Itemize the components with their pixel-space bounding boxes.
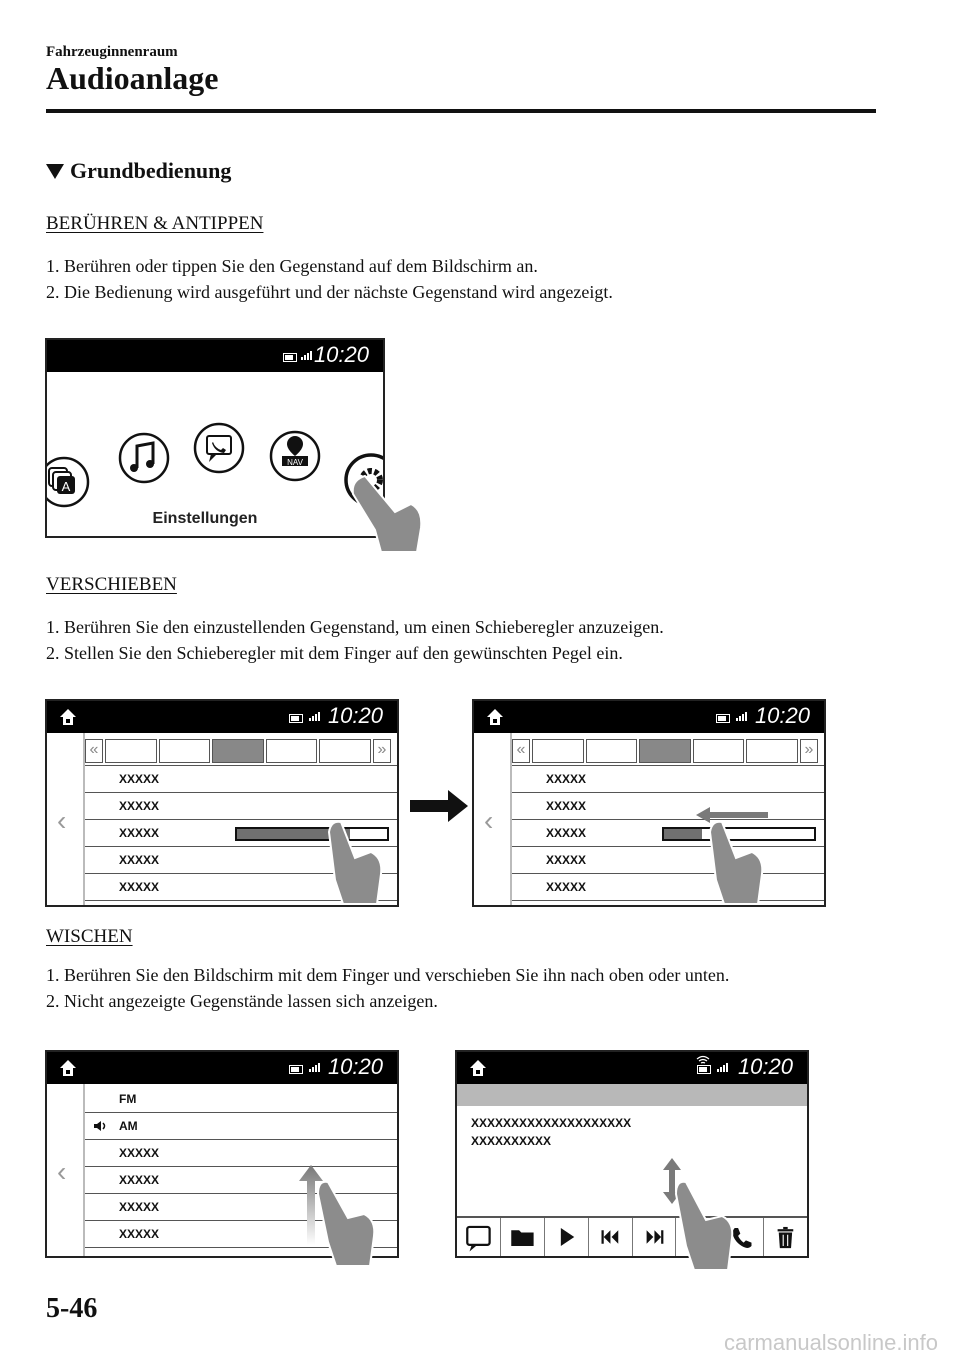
control-bar bbox=[457, 1216, 807, 1256]
battery-icon bbox=[283, 353, 297, 362]
message-body bbox=[471, 1114, 631, 1150]
finger-swipe-icon bbox=[672, 1178, 752, 1274]
slide-steps bbox=[46, 614, 664, 666]
speaker-icon bbox=[93, 1120, 109, 1132]
tab-scroll-right-icon[interactable]: » bbox=[373, 739, 391, 763]
tab[interactable] bbox=[159, 739, 211, 763]
page-title: Audioanlage bbox=[46, 60, 219, 96]
watermark: carmanualsonline.info bbox=[723, 1330, 938, 1355]
page-number: 5-46 bbox=[46, 1293, 98, 1324]
signal-icon bbox=[717, 1063, 728, 1072]
clock: 10:20 bbox=[313, 342, 369, 367]
list-item[interactable]: XXXXX bbox=[85, 1220, 397, 1248]
signal-icon bbox=[309, 712, 320, 721]
swipe-steps bbox=[46, 962, 729, 1014]
tab-scroll-left-icon[interactable]: « bbox=[512, 739, 530, 763]
slide-step-2: 2. Stellen Sie den Schieberegler mit dem Finger auf den gewünschten Pegel ein. bbox=[46, 643, 623, 663]
status-bar bbox=[457, 1052, 807, 1084]
message-line-1: XXXXXXXXXXXXXXXXXXXX bbox=[471, 1116, 632, 1130]
back-column[interactable] bbox=[47, 733, 85, 905]
header-rule bbox=[46, 109, 876, 113]
slide-heading: VERSCHIEBEN bbox=[46, 574, 177, 595]
back-column[interactable] bbox=[474, 733, 512, 905]
swipe-step-2: 2. Nicht angezeigte Gegenstände lassen sich anzeigen. bbox=[46, 991, 438, 1011]
list-item[interactable]: XXXXX bbox=[512, 792, 824, 819]
finger-tap-icon bbox=[345, 468, 435, 558]
clock: 10:20 bbox=[754, 703, 810, 728]
arrow-right-icon bbox=[410, 786, 470, 826]
signal-icon bbox=[301, 351, 312, 360]
communication-icon[interactable] bbox=[195, 424, 243, 472]
touch-step-1: 1. Berühren oder tippen Sie den Gegenstand auf dem Bildschirm an. bbox=[46, 256, 538, 276]
status-bar bbox=[47, 1052, 397, 1084]
clock: 10:20 bbox=[327, 703, 383, 728]
list-item-label: XXXXX bbox=[119, 826, 160, 840]
touch-step-2: 2. Die Bedienung wird ausgeführt und der nächste Gegenstand wird angezeigt. bbox=[46, 282, 613, 302]
swipe-message-screen bbox=[455, 1050, 809, 1258]
section-title-text: Grundbedienung bbox=[70, 158, 232, 183]
swipe-heading: WISCHEN bbox=[46, 926, 133, 947]
finger-drag-icon bbox=[325, 818, 395, 908]
touch-heading: BERÜHREN & ANTIPPEN bbox=[46, 213, 264, 234]
chapter-label: Fahrzeuginnenraum bbox=[46, 44, 178, 60]
list-item[interactable]: XXXXX bbox=[85, 792, 397, 819]
tab-bar bbox=[512, 739, 818, 763]
chevron-left-icon[interactable]: ‹ bbox=[57, 805, 67, 836]
back-column[interactable] bbox=[47, 1084, 85, 1256]
home-icon[interactable] bbox=[486, 708, 504, 726]
touch-screen bbox=[45, 338, 385, 538]
home-icon[interactable] bbox=[59, 708, 77, 726]
previous-icon[interactable] bbox=[589, 1218, 633, 1256]
folder-icon[interactable] bbox=[501, 1218, 545, 1256]
list-item-am[interactable] bbox=[85, 1112, 397, 1139]
list-item-label: XXXXX bbox=[546, 826, 587, 840]
message-title-bar bbox=[457, 1084, 807, 1106]
play-icon[interactable] bbox=[545, 1218, 589, 1256]
list-item-label: AM bbox=[119, 1119, 138, 1133]
list-item[interactable]: XXXXX bbox=[85, 1166, 397, 1193]
tab-scroll-left-icon[interactable]: « bbox=[85, 739, 103, 763]
tab[interactable] bbox=[266, 739, 318, 763]
chevron-left-icon[interactable]: ‹ bbox=[57, 1156, 67, 1187]
delete-icon[interactable] bbox=[764, 1218, 807, 1256]
battery-icon bbox=[716, 714, 730, 723]
list-item[interactable]: XXXXX bbox=[85, 846, 397, 873]
wifi-icon bbox=[695, 1055, 711, 1065]
signal-icon bbox=[309, 1063, 320, 1072]
message-line-2: XXXXXXXXXX bbox=[471, 1134, 552, 1148]
section-title bbox=[46, 158, 231, 184]
battery-icon bbox=[289, 1065, 303, 1074]
swipe-step-1: 1. Berühren Sie den Bildschirm mit dem Finger und verschieben Sie ihn nach oben oder unten. bbox=[46, 965, 730, 985]
tab[interactable] bbox=[693, 739, 745, 763]
list-item[interactable]: XXXXX bbox=[512, 846, 824, 873]
touch-steps bbox=[46, 253, 613, 305]
list-item[interactable]: XXXXX bbox=[512, 765, 824, 792]
status-bar bbox=[474, 701, 824, 733]
list-item[interactable]: XXXXX bbox=[85, 765, 397, 792]
tab-active[interactable] bbox=[639, 739, 691, 763]
list-item-fm[interactable]: FM bbox=[119, 1092, 137, 1106]
triangle-bullet-icon bbox=[46, 164, 64, 179]
clock: 10:20 bbox=[327, 1054, 383, 1079]
navigation-icon[interactable] bbox=[271, 432, 319, 480]
settings-label: Einstellungen bbox=[152, 510, 258, 527]
tab[interactable] bbox=[105, 739, 157, 763]
list-item[interactable]: XXXXX bbox=[85, 1139, 397, 1166]
status-bar bbox=[47, 701, 397, 733]
list-item[interactable]: XXXXX bbox=[85, 1193, 397, 1220]
tab[interactable] bbox=[532, 739, 584, 763]
tab[interactable] bbox=[586, 739, 638, 763]
music-icon[interactable] bbox=[120, 434, 168, 482]
battery-icon bbox=[289, 714, 303, 723]
clock: 10:20 bbox=[737, 1054, 793, 1079]
message-icon[interactable] bbox=[457, 1218, 501, 1256]
tab[interactable] bbox=[746, 739, 798, 763]
home-icon[interactable] bbox=[469, 1059, 487, 1077]
tab-active[interactable] bbox=[212, 739, 264, 763]
slide-step-1: 1. Berühren Sie den einzustellenden Gegenstand, um einen Schieberegler anzuzeigen. bbox=[46, 617, 664, 637]
tab-bar bbox=[85, 739, 391, 763]
list-item[interactable] bbox=[512, 819, 824, 846]
settings-list bbox=[512, 765, 824, 901]
finger-drag-icon bbox=[706, 818, 776, 908]
tab-scroll-right-icon[interactable]: » bbox=[800, 739, 818, 763]
slider-fill bbox=[664, 829, 702, 839]
list-item[interactable]: XXXXX bbox=[85, 873, 397, 901]
app-list-icon[interactable] bbox=[47, 458, 88, 506]
next-icon[interactable] bbox=[633, 1218, 677, 1256]
home-icon[interactable] bbox=[59, 1059, 77, 1077]
finger-swipe-icon bbox=[314, 1178, 394, 1270]
app-letter: A bbox=[61, 479, 71, 494]
status-bar bbox=[47, 340, 383, 372]
signal-icon bbox=[736, 712, 747, 721]
chevron-left-icon[interactable]: ‹ bbox=[484, 805, 494, 836]
list-item[interactable]: XXXXX bbox=[512, 873, 824, 901]
tab[interactable] bbox=[319, 739, 371, 763]
home-icons bbox=[47, 372, 385, 538]
battery-icon bbox=[697, 1065, 711, 1074]
nav-label: NAV bbox=[287, 458, 303, 467]
